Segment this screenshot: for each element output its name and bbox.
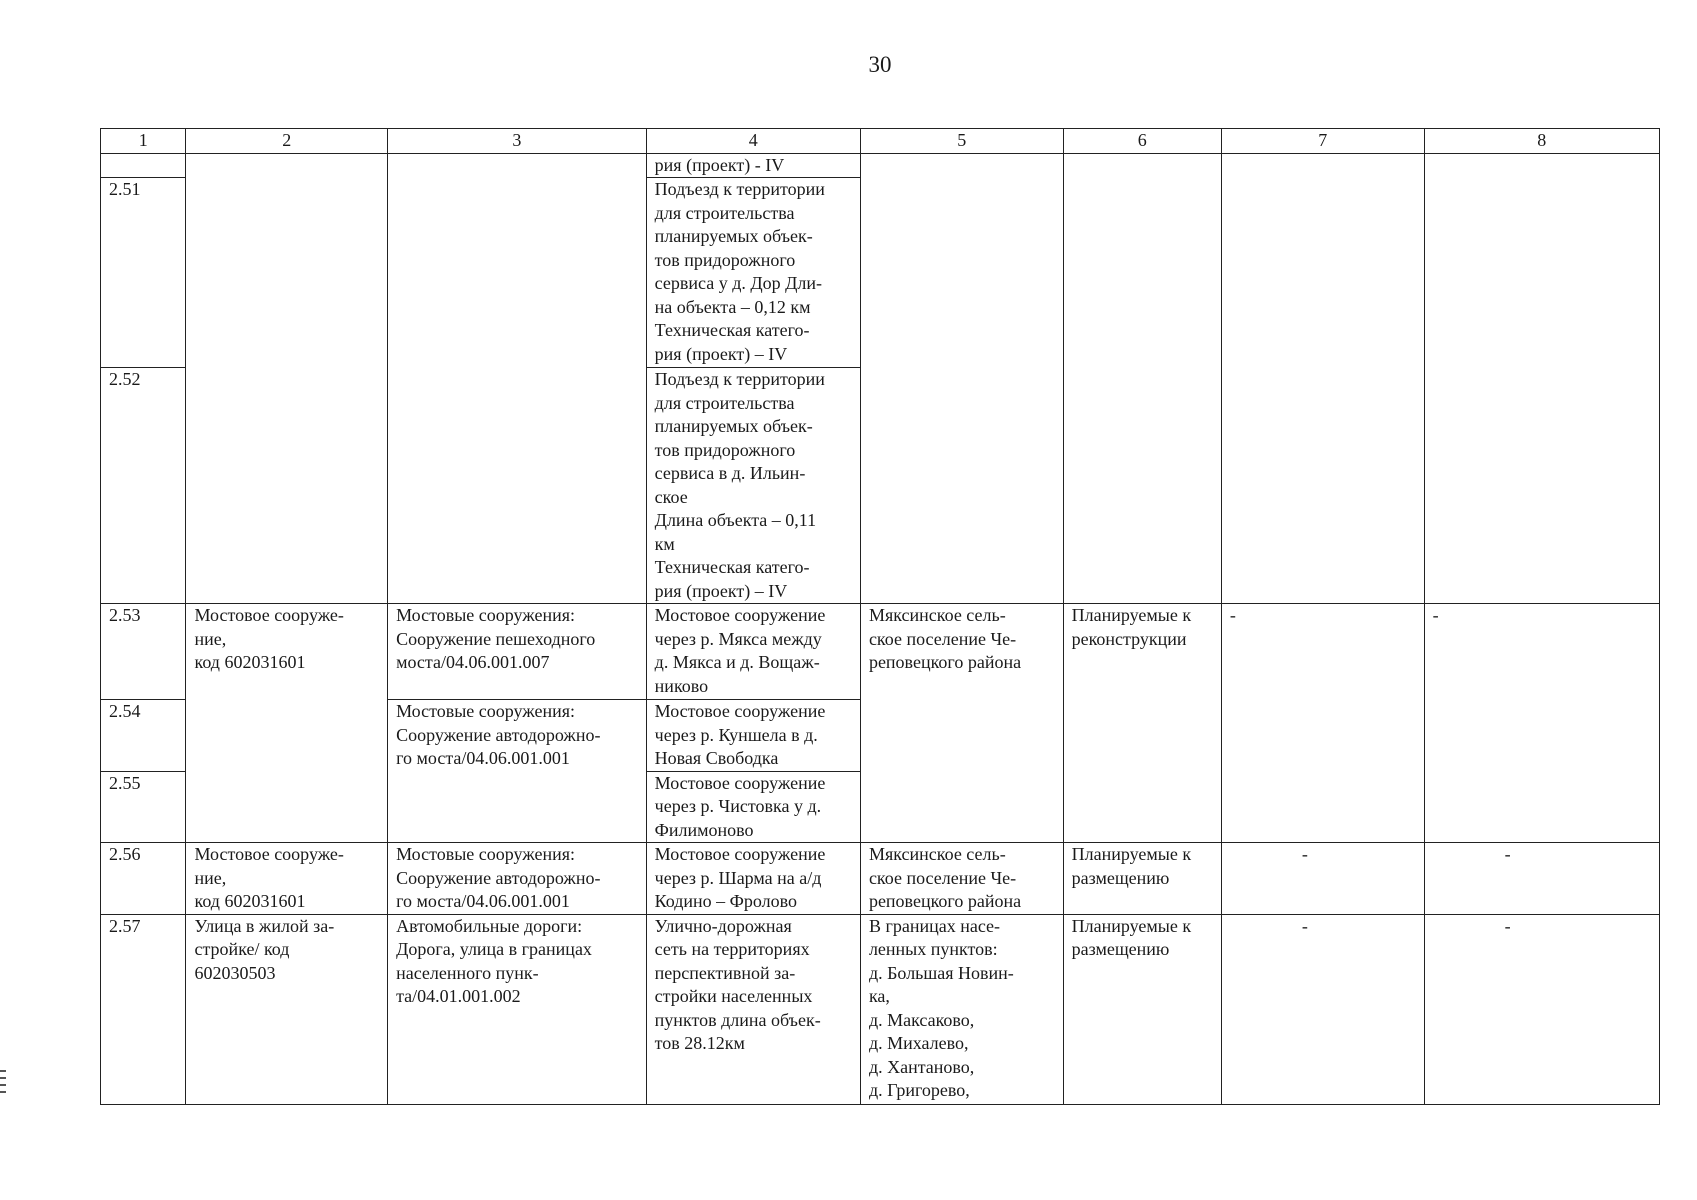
table-header-row — [101, 129, 1660, 154]
row-number: 2.54 — [101, 700, 186, 772]
row-number: 2.52 — [101, 368, 186, 604]
cell-object-type: Автомобильные дороги: Дорога, улица в границах населенного пунк- та/04.01.001.002 — [388, 914, 647, 1104]
cell-object-description: рия (проект) - IV — [646, 153, 860, 178]
cell-object-name — [186, 153, 388, 604]
cell-location — [860, 153, 1063, 604]
row-number: 2.53 — [101, 604, 186, 700]
cell-status: Планируемые к реконструкции — [1063, 604, 1221, 843]
column-header: 3 — [388, 129, 647, 154]
cell-object-description: Мостовое сооружение через р. Мякса между д. Мякса и д. Вощаж- никово — [646, 604, 860, 700]
row-number-cell — [101, 153, 186, 178]
cell-object-description: Мостовое сооружение через р. Куншела в д. Новая Свободка — [646, 700, 860, 772]
column-header: 7 — [1221, 129, 1424, 154]
cell-col8: - — [1424, 604, 1659, 843]
row-number: 2.55 — [101, 771, 186, 843]
table-row — [101, 604, 1660, 700]
cell-object-type: Мостовые сооружения: Сооружение пешеходного моста/04.06.001.007 — [388, 604, 647, 700]
column-header: 5 — [860, 129, 1063, 154]
cell-object-description: Подъезд к территории для строительства планируемых объек- тов придорожного сервиса в д. Ильин- ское Длина объекта – 0,11 км Техническая катего- рия (проект) – IV — [646, 368, 860, 604]
scan-edge-marks — [0, 1070, 6, 1098]
cell-location: В границах насе- ленных пунктов: д. Большая Новин- ка, д. Максаково, д. Михалево, д. Хантаново, д. Григорево, — [860, 914, 1063, 1104]
cell-col8 — [1424, 153, 1659, 604]
table-row — [101, 914, 1660, 1104]
cell-status — [1063, 153, 1221, 604]
cell-col7: - — [1221, 604, 1424, 843]
cell-object-name: Мостовое сооруже- ние, код 602031601 — [186, 604, 388, 843]
cell-location: Мяксинское сель- ское поселение Че- реповецкого района — [860, 604, 1063, 843]
cell-object-name: Мостовое сооруже- ние, код 602031601 — [186, 843, 388, 915]
cell-status: Планируемые к размещению — [1063, 914, 1221, 1104]
table-row — [101, 843, 1660, 915]
column-header: 2 — [186, 129, 388, 154]
row-number: 2.57 — [101, 914, 186, 1104]
cell-object-name: Улица в жилой за- стройке/ код 602030503 — [186, 914, 388, 1104]
cell-col8: - — [1424, 843, 1659, 915]
table-row — [101, 153, 1660, 178]
cell-col7: - — [1221, 843, 1424, 915]
data-table — [100, 128, 1660, 1105]
cell-object-description: Подъезд к территории для строительства планируемых объек- тов придорожного сервиса у д. Дор Дли- на объекта – 0,12 км Техническая катего- рия (проект) – IV — [646, 178, 860, 368]
cell-location: Мяксинское сель- ское поселение Че- реповецкого района — [860, 843, 1063, 915]
cell-col8: - — [1424, 914, 1659, 1104]
cell-col7 — [1221, 153, 1424, 604]
column-header: 6 — [1063, 129, 1221, 154]
row-number: 2.56 — [101, 843, 186, 915]
cell-status: Планируемые к размещению — [1063, 843, 1221, 915]
cell-object-type: Мостовые сооружения: Сооружение автодорожно- го моста/04.06.001.001 — [388, 700, 647, 843]
page-number: 30 — [868, 52, 892, 77]
cell-object-type: Мостовые сооружения: Сооружение автодорожно- го моста/04.06.001.001 — [388, 843, 647, 915]
cell-col7: - — [1221, 914, 1424, 1104]
cell-object-description: Мостовое сооружение через р. Чистовка у д. Филимоново — [646, 771, 860, 843]
cell-object-description: Улично-дорожная сеть на территориях перспективной за- стройки населенных пунктов длина объек- тов 28.12км — [646, 914, 860, 1104]
column-header: 8 — [1424, 129, 1659, 154]
cell-object-type — [388, 153, 647, 604]
row-number: 2.51 — [101, 178, 186, 368]
column-header: 4 — [646, 129, 860, 154]
cell-object-description: Мостовое сооружение через р. Шарма на а/д Кодино – Фролово — [646, 843, 860, 915]
column-header: 1 — [101, 129, 186, 154]
